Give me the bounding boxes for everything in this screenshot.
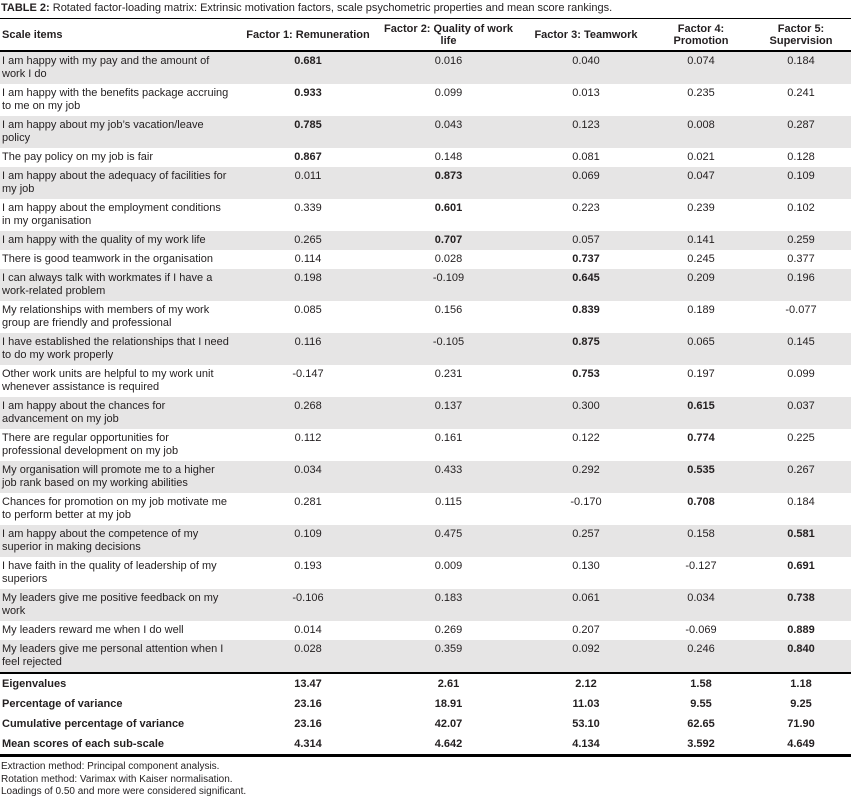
factor-loading-value: 0.259 <box>787 234 815 246</box>
factor-loading-value: 0.873 <box>434 170 463 182</box>
factor-loading-value: -0.077 <box>785 304 817 316</box>
factor-loading-value: 0.377 <box>787 253 815 265</box>
factor-loading-value: 0.156 <box>434 304 463 316</box>
table-title <box>0 0 851 19</box>
factor-loading-value: 0.239 <box>687 202 715 214</box>
table-row <box>0 365 851 397</box>
summary-value: 4.649 <box>751 734 851 756</box>
table-row <box>0 589 851 621</box>
factor-loading-value: 0.601 <box>434 202 463 214</box>
summary-value: 62.65 <box>687 718 715 730</box>
factor-loading-value: 0.707 <box>434 234 463 246</box>
summary-label: Cumulative percentage of variance <box>2 718 185 730</box>
factor-loading-value: 0.257 <box>572 528 600 540</box>
header-factor-2: Factor 2: Quality of work life <box>376 19 521 51</box>
factor-loading-value: 0.065 <box>687 336 715 348</box>
factor-loading-value: 0.645 <box>572 272 600 284</box>
header-row <box>0 19 851 51</box>
table-row <box>0 167 851 199</box>
footnotes <box>0 757 851 799</box>
table-row <box>0 461 851 493</box>
factor-loading-value: 0.433 <box>434 464 463 476</box>
scale-item-label: Chances for promotion on my job motivate me to perform better at my job <box>2 496 227 521</box>
summary-value: 1.18 <box>751 673 851 694</box>
table-row <box>0 621 851 640</box>
summary-value: 4.134 <box>521 734 651 756</box>
scale-item-label: I am happy with the benefits package accruing to me on my job <box>2 87 229 112</box>
factor-loading-value: 0.148 <box>434 151 463 163</box>
factor-loading-value: 0.013 <box>572 87 600 99</box>
factor-loading-value: 0.074 <box>687 55 715 67</box>
factor-loading-value: 0.122 <box>572 432 600 444</box>
table-row <box>0 333 851 365</box>
footnote-line: Loadings of 0.50 and more were considered significant. <box>1 786 247 797</box>
summary-label: Mean scores of each sub-scale <box>0 734 240 756</box>
factor-loading-value: 0.840 <box>787 643 815 655</box>
factor-loading-value: 0.708 <box>687 496 715 508</box>
scale-item-label: My organisation will promote me to a higher job rank based on my working abilities <box>2 464 215 489</box>
factor-loading-value: 0.269 <box>434 624 463 636</box>
summary-value: 4.314 <box>240 734 376 756</box>
factor-loading-value: 0.040 <box>572 55 600 67</box>
factor-loading-value: 0.112 <box>294 432 322 444</box>
factor-loading-value: 0.281 <box>294 496 322 508</box>
summary-label: Eigenvalues <box>0 673 240 694</box>
summary-row <box>0 714 851 734</box>
factor-loading-value: 0.092 <box>572 643 600 655</box>
factor-loading-value: 0.189 <box>687 304 715 316</box>
factor-loading-value: 0.235 <box>687 87 715 99</box>
factor-loading-value: 0.292 <box>572 464 600 476</box>
table-row <box>0 116 851 148</box>
table-row <box>0 397 851 429</box>
factor-loading-value: -0.069 <box>685 624 717 636</box>
factor-loading-value: 0.081 <box>572 151 600 163</box>
table-row <box>0 231 851 250</box>
factor-loading-value: -0.127 <box>685 560 717 572</box>
factor-loading-value: 0.037 <box>787 400 815 412</box>
scale-item-label: There are regular opportunities for professional development on my job <box>2 432 179 457</box>
scale-item-label: I am happy with the quality of my work life <box>2 234 206 246</box>
scale-item-label: I am happy about the adequacy of facilities for my job <box>2 170 227 195</box>
factor-loading-value: 0.933 <box>294 87 322 99</box>
header-factor-1: Factor 1: Remuneration <box>240 19 376 51</box>
factor-loading-value: 0.225 <box>787 432 815 444</box>
factor-loading-value: 0.245 <box>687 253 715 265</box>
summary-value: 3.592 <box>651 734 751 756</box>
table-row <box>0 525 851 557</box>
summary-value: 1.58 <box>651 673 751 694</box>
factor-loading-value: 0.231 <box>434 368 463 380</box>
factor-loading-value: 0.009 <box>434 560 463 572</box>
footnote-line: Extraction method: Principal component analysis. <box>1 761 220 772</box>
factor-loading-value: 0.535 <box>687 464 715 476</box>
factor-loading-value: 0.137 <box>434 400 463 412</box>
factor-loading-value: 0.034 <box>687 592 715 604</box>
factor-loading-value: 0.265 <box>294 234 322 246</box>
scale-item-label: I have established the relationships that I need to do my work properly <box>2 336 229 361</box>
scale-item-label: I am happy about my job’s vacation/leave policy <box>2 119 204 144</box>
factor-loading-value: 0.021 <box>687 151 715 163</box>
summary-row <box>0 734 851 756</box>
summary-value: 18.91 <box>434 698 463 710</box>
factor-loading-value: 0.028 <box>434 253 463 265</box>
factor-loading-value: 0.184 <box>787 55 815 67</box>
summary-value: 23.16 <box>294 698 322 710</box>
factor-loading-value: 0.016 <box>434 55 463 67</box>
scale-item-label: I can always talk with workmates if I have a work-related problem <box>2 272 213 297</box>
scale-item-label: I am happy about the chances for advancement on my job <box>2 400 166 425</box>
factor-loading-value: 0.196 <box>787 272 815 284</box>
factor-loading-value: 0.128 <box>787 151 815 163</box>
factor-loading-value: 0.130 <box>572 560 600 572</box>
summary-value: 11.03 <box>572 698 600 710</box>
factor-loading-value: 0.115 <box>435 496 462 508</box>
factor-loading-value: 0.246 <box>687 643 715 655</box>
table-row <box>0 269 851 301</box>
factor-loading-value: 0.581 <box>787 528 815 540</box>
factor-loading-value: 0.475 <box>434 528 463 540</box>
factor-loading-value: 0.339 <box>294 202 322 214</box>
factor-loading-value: -0.147 <box>292 368 324 380</box>
table-row <box>0 148 851 167</box>
factor-loading-value: 0.197 <box>687 368 715 380</box>
summary-value: 4.642 <box>376 734 521 756</box>
scale-item-label: I have faith in the quality of leadership of my superiors <box>2 560 217 585</box>
factor-loading-value: -0.109 <box>432 272 465 284</box>
factor-loading-value: 0.145 <box>787 336 815 348</box>
scale-item-label: My leaders give me personal attention when I feel rejected <box>2 643 224 668</box>
factor-loading-value: 0.774 <box>687 432 715 444</box>
scale-item-label: My leaders reward me when I do well <box>2 624 184 636</box>
factor-loading-value: 0.011 <box>294 170 322 182</box>
factor-loading-value: 0.209 <box>687 272 715 284</box>
factor-loading-table <box>0 19 851 757</box>
table-caption: Rotated factor-loading matrix: Extrinsic motivation factors, scale psychometric properties and mean score rankings. <box>49 2 613 14</box>
factor-loading-value: 0.008 <box>687 119 715 131</box>
summary-row <box>0 673 851 694</box>
factor-loading-value: 0.875 <box>572 336 600 348</box>
factor-loading-value: 0.207 <box>572 624 600 636</box>
factor-loading-value: 0.183 <box>434 592 463 604</box>
factor-loading-value: 0.069 <box>572 170 600 182</box>
scale-item-label: I am happy about the employment conditions in my organisation <box>2 202 221 227</box>
factor-loading-value: 0.889 <box>787 624 815 636</box>
factor-loading-value: 0.057 <box>572 234 600 246</box>
factor-loading-value: 0.014 <box>294 624 322 636</box>
factor-loading-value: 0.141 <box>687 234 715 246</box>
table-row <box>0 557 851 589</box>
factor-loading-value: 0.099 <box>434 87 463 99</box>
factor-loading-value: 0.867 <box>294 151 322 163</box>
scale-item-label: I am happy with my pay and the amount of work I do <box>2 55 210 80</box>
header-factor-3: Factor 3: Teamwork <box>521 19 651 51</box>
scale-item-label: Other work units are helpful to my work unit whenever assistance is required <box>2 368 214 393</box>
factor-loading-value: 0.085 <box>294 304 322 316</box>
factor-loading-value: 0.161 <box>434 432 463 444</box>
summary-value: 23.16 <box>294 718 322 730</box>
factor-loading-value: 0.102 <box>787 202 815 214</box>
summary-value: 53.10 <box>572 718 600 730</box>
factor-loading-value: 0.737 <box>572 253 600 265</box>
factor-loading-value: -0.170 <box>570 496 602 508</box>
summary-value: 9.55 <box>690 698 712 710</box>
table-row <box>0 640 851 673</box>
factor-loading-value: 0.116 <box>294 336 322 348</box>
factor-loading-value: 0.241 <box>787 87 815 99</box>
factor-loading-value: 0.287 <box>787 119 815 131</box>
scale-item-label: My relationships with members of my work group are friendly and professional <box>2 304 210 329</box>
factor-loading-value: 0.193 <box>294 560 322 572</box>
factor-loading-value: 0.681 <box>294 55 322 67</box>
summary-value: 2.61 <box>376 673 521 694</box>
factor-loading-value: 0.738 <box>787 592 815 604</box>
factor-loading-value: 0.123 <box>572 119 600 131</box>
scale-item-label: My leaders give me positive feedback on my work <box>2 592 219 617</box>
footnote-line: Rotation method: Varimax with Kaiser normalisation. <box>1 773 233 785</box>
factor-loading-value: 0.034 <box>294 464 322 476</box>
factor-loading-value: 0.184 <box>787 496 815 508</box>
summary-value: 71.90 <box>787 718 815 730</box>
table-row <box>0 84 851 116</box>
table-row <box>0 199 851 231</box>
factor-loading-value: 0.099 <box>787 368 815 380</box>
factor-loading-value: 0.158 <box>687 528 715 540</box>
header-scale-items: Scale items <box>0 19 240 51</box>
factor-loading-value: 0.114 <box>294 253 322 265</box>
summary-value: 13.47 <box>240 673 376 694</box>
factor-loading-value: -0.106 <box>292 592 324 604</box>
factor-loading-value: 0.223 <box>572 202 600 214</box>
scale-item-label: I am happy about the competence of my superior in making decisions <box>2 528 199 553</box>
table-row <box>0 429 851 461</box>
table-row <box>0 250 851 269</box>
header-factor-4: Factor 4: Promotion <box>651 19 751 51</box>
table-row <box>0 301 851 333</box>
factor-loading-value: 0.028 <box>294 643 322 655</box>
summary-rows <box>0 673 851 756</box>
factor-loading-value: 0.300 <box>572 400 600 412</box>
factor-loading-value: 0.198 <box>294 272 322 284</box>
factor-loading-value: 0.615 <box>687 400 715 412</box>
summary-label: Percentage of variance <box>2 698 123 710</box>
factor-loading-value: 0.691 <box>787 560 815 572</box>
table-row <box>0 493 851 525</box>
factor-loading-value: 0.268 <box>294 400 322 412</box>
factor-loading-value: 0.109 <box>787 170 815 182</box>
factor-loading-value: 0.267 <box>787 464 815 476</box>
summary-value: 9.25 <box>790 698 812 710</box>
factor-loading-value: 0.043 <box>434 119 463 131</box>
scale-item-label: There is good teamwork in the organisation <box>2 253 213 265</box>
header-factor-5: Factor 5: Supervision <box>751 19 851 51</box>
table-row <box>0 51 851 84</box>
factor-loading-value: 0.785 <box>294 119 322 131</box>
factor-loading-value: 0.047 <box>687 170 715 182</box>
factor-loading-value: 0.359 <box>434 643 463 655</box>
summary-value: 2.12 <box>521 673 651 694</box>
scale-item-rows <box>0 51 851 673</box>
summary-row <box>0 694 851 714</box>
factor-loading-value: 0.109 <box>294 528 322 540</box>
factor-loading-value: 0.753 <box>572 368 600 380</box>
factor-loading-value: 0.061 <box>572 592 600 604</box>
summary-value: 42.07 <box>434 718 463 730</box>
table-number: TABLE 2: <box>1 2 50 14</box>
factor-loading-value: -0.105 <box>432 336 465 348</box>
scale-item-label: The pay policy on my job is fair <box>2 151 154 163</box>
factor-loading-value: 0.839 <box>572 304 600 316</box>
